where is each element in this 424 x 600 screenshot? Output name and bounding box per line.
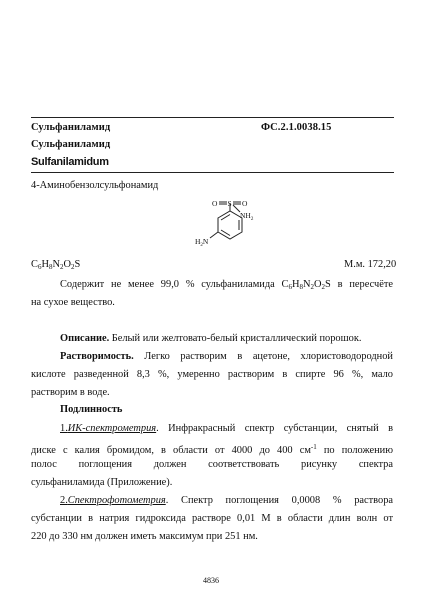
header-name-left: Сульфаниламид [31,122,111,133]
bond-ring-amine [210,232,218,238]
identity-p1-line-2: диске с калия бромидом, в области от 4000 до 400 $см^{-1}$ по положению [31,443,393,456]
content-line-1: Содержит не менее 99,0 % сульфаниламида $C_6H_8N_2O_2S$ в пересчёте [60,279,393,291]
header-top-rule [31,117,394,118]
page-number: 4836 [203,576,219,585]
atom-sulfur: S [227,200,232,208]
header-name-ru: Сульфаниламид [31,139,111,150]
structural-formula [180,200,280,256]
atom-sulfonamide-n: $NH_2$ [240,211,254,222]
content-line-2: на сухое вещество. [31,297,115,308]
atom-amine-n: $H_2N$ [195,237,209,248]
description-label: Описание. [60,333,110,344]
solubility-label: Растворимость. [60,351,134,362]
identity-p1-line-3: полос поглощения должен соответствовать рисунку спектра [31,459,393,470]
solubility-line-3: растворим в воде. [31,387,110,398]
identity-p1-line-4: сульфаниламида (Приложение). [31,477,173,488]
solubility-line-1: Растворимость. Легко растворим в ацетоне, хлористоводородной [60,351,393,362]
header-code: ФС.2.1.0038.15 [261,122,332,133]
identity-p2-line-3: 220 до 330 нм должен иметь максимум при 251 нм. [31,531,258,542]
identity-p2-line-1: 2.Спектрофотометрия. Спектр поглощения 0,0008 % раствора [60,495,393,506]
header-bottom-rule [31,172,394,173]
identity-heading: Подлинность [60,404,123,415]
atom-oxygen-left: O [212,200,218,208]
identity-p1-line-1: 1.ИК-спектрометрия. Инфракрасный спектр субстанции, снятый в [60,423,393,434]
method-ir-spectrometry: ИК-спектрометрия [67,423,157,434]
chemical-name: 4-Аминобензолсульфонамид [31,180,159,191]
identity-p2-line-2: субстанции в натрия гидроксида растворе 0,01 М в области длин волн от [31,513,393,524]
molecular-formula: $C_6H_8N_2O_2S$ [31,259,81,271]
atom-oxygen-right: O [242,200,248,208]
method-spectrophotometry: Спектрофотометрия [67,495,166,506]
header-name-latin: Sulfanilamidum [31,156,109,168]
solubility-line-2: кислоте разведенной 8,3 %, умеренно растворим в спирте 96 %, мало [31,369,393,380]
molar-mass: М.м. 172,20 [344,259,397,270]
description: Описание. Белый или желтовато-белый кристаллический порошок. [60,333,362,344]
bond-s-n [233,205,240,212]
